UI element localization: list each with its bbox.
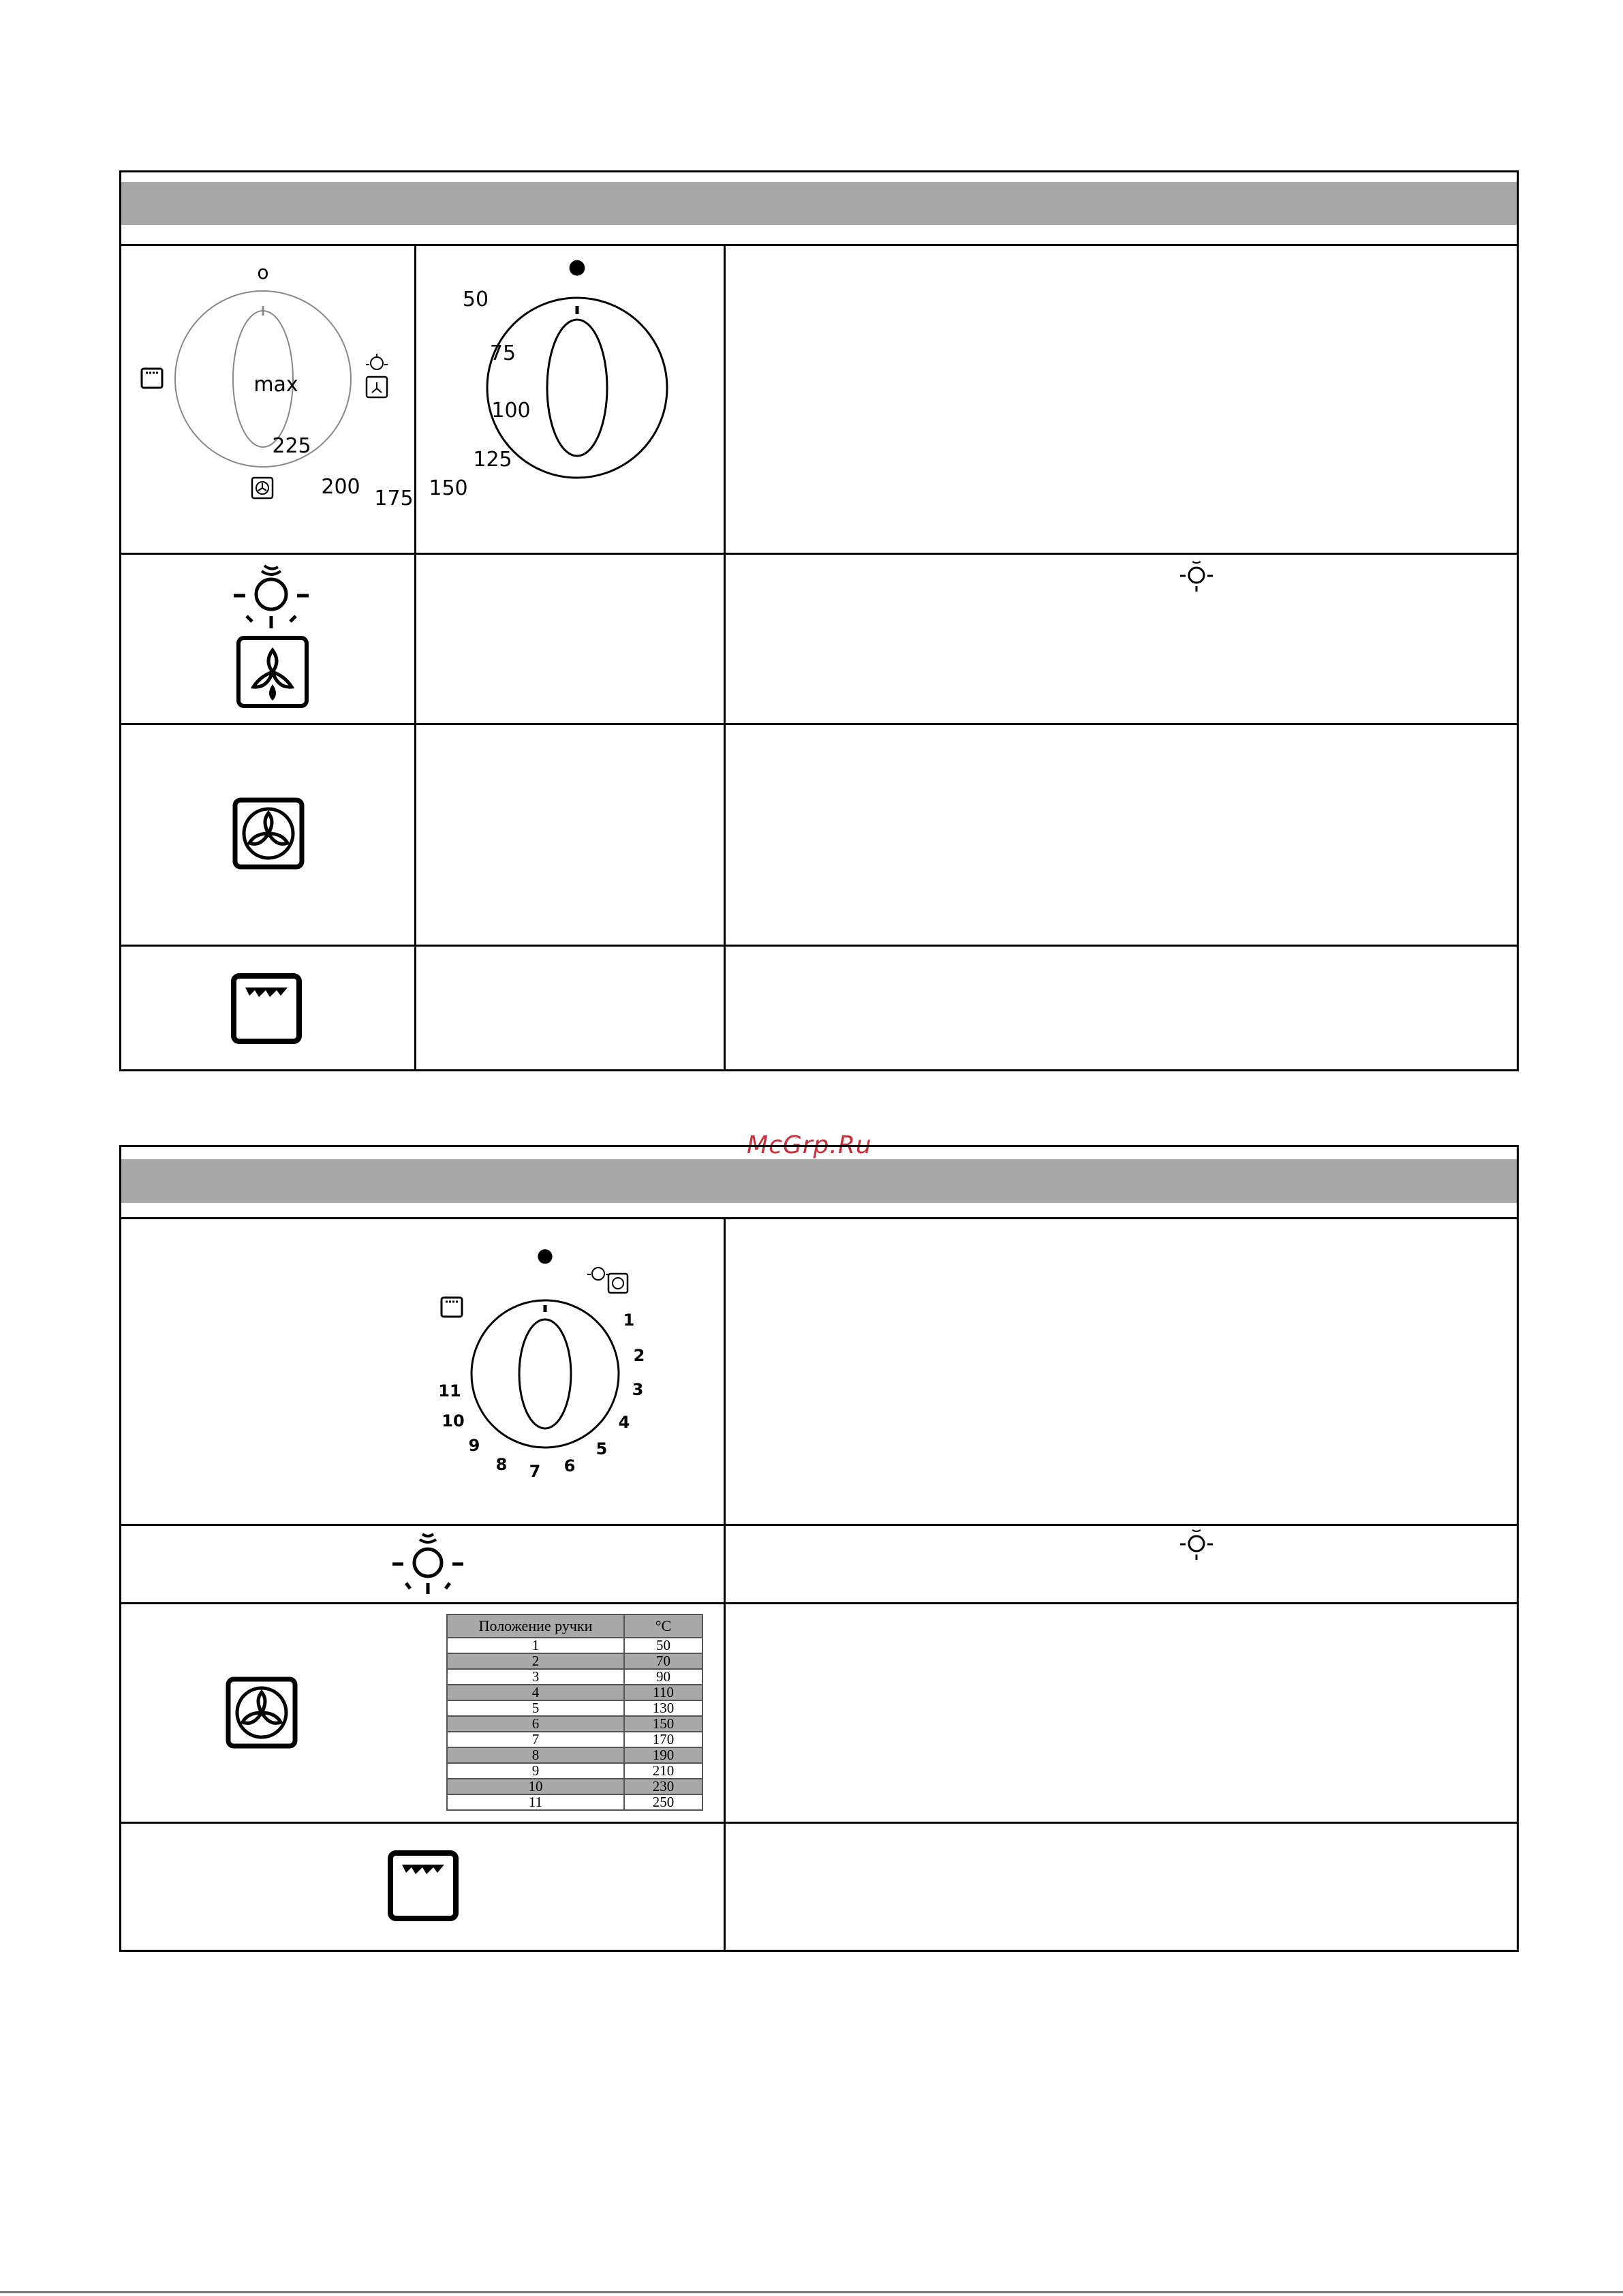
table-2-row-static [121, 1822, 1517, 1952]
power-dial-number: 1 [623, 1311, 635, 1330]
fan-defrost-icon [367, 377, 387, 397]
temp-dial-top-mark: ● [568, 255, 587, 279]
knob-temp-cell: 90 [624, 1669, 702, 1685]
mode-dial [121, 246, 414, 555]
fan-oven-icon [608, 1274, 628, 1293]
power-dial [298, 1219, 653, 1526]
knob-temp-cell: 110 [624, 1685, 702, 1700]
table-1-header [121, 182, 1517, 225]
power-dial-number: 6 [563, 1456, 576, 1475]
knob-temp-cell: 70 [624, 1653, 702, 1669]
temp-dial-label: 50 [462, 288, 489, 311]
power-dial-number: 11 [438, 1381, 461, 1400]
knob-temp-cell: 250 [624, 1794, 702, 1810]
knob-table-row [447, 1669, 702, 1685]
knob-table-row [447, 1638, 702, 1653]
knob-position-cell: 6 [447, 1716, 624, 1732]
power-dial-top-mark: ● [536, 1244, 554, 1266]
knob-table-header-position: Положение ручки [447, 1614, 624, 1638]
bulb-icon [1176, 557, 1217, 594]
power-dial-number: 4 [618, 1413, 630, 1432]
temp-dial-label: 175 [374, 487, 414, 510]
fan-oven-icon [252, 478, 273, 498]
knob-position-cell: 8 [447, 1747, 624, 1763]
knob-temp-cell: 210 [624, 1763, 702, 1779]
temp-dial-label: 75 [489, 341, 516, 365]
knob-table-row [447, 1700, 702, 1716]
table-2 [119, 1145, 1519, 1952]
knob-table-header-temp: °C [624, 1614, 702, 1638]
bulb-icon [230, 560, 312, 635]
knob-position-cell: 3 [447, 1669, 624, 1685]
knob-table-row [447, 1653, 702, 1669]
knob-temp-cell: 130 [624, 1700, 702, 1716]
table-1-row-dials [121, 244, 1517, 555]
knob-temp-cell: 190 [624, 1747, 702, 1763]
power-dial-number: 9 [468, 1436, 480, 1455]
power-dial-number: 10 [442, 1411, 465, 1430]
knob-temp-cell: 170 [624, 1732, 702, 1747]
knob-table-row [447, 1716, 702, 1732]
knob-position-cell: 10 [447, 1779, 624, 1794]
temp-dial-label: 200 [321, 475, 360, 499]
knob-table-row [447, 1794, 702, 1810]
knob-table-row [447, 1779, 702, 1794]
power-dial-number: 5 [596, 1439, 608, 1458]
bottom-rule [0, 2291, 1623, 2293]
bulb-icon [387, 1530, 469, 1598]
temp-dial-label: max [253, 373, 298, 397]
knob-position-cell: 11 [447, 1794, 624, 1810]
knob-table-row [447, 1685, 702, 1700]
bulb-icon [1176, 1526, 1217, 1563]
temp-dial-label: 225 [272, 434, 311, 458]
temp-dial-label: 150 [429, 476, 468, 500]
static-oven-icon [142, 369, 162, 388]
table-1-row-static [121, 945, 1517, 1071]
table-2-row-dial [121, 1217, 1517, 1526]
bulb-icon [587, 1268, 609, 1280]
knob-temp-cell: 50 [624, 1638, 702, 1653]
power-dial-number: 7 [529, 1462, 541, 1481]
mode-dial-top-mark: o [257, 261, 269, 284]
power-dial-number: 2 [633, 1346, 645, 1365]
temp-dial-label: 100 [491, 399, 531, 423]
table-2-row-fan [121, 1602, 1517, 1824]
knob-position-table [446, 1614, 703, 1811]
table-1 [119, 170, 1519, 1071]
fan-oven-icon [225, 1676, 300, 1751]
temperature-dial [253, 246, 724, 555]
knob-position-cell: 7 [447, 1732, 624, 1747]
table-2-row-bulb [121, 1524, 1517, 1604]
temp-dial-label: 125 [473, 448, 512, 472]
knob-table-row [447, 1763, 702, 1779]
knob-temp-cell: 230 [624, 1779, 702, 1794]
static-oven-icon [387, 1850, 462, 1925]
knob-table-row [447, 1732, 702, 1747]
fan-defrost-icon [236, 635, 311, 714]
table-1-row-bulb [121, 553, 1517, 725]
static-oven-icon [442, 1298, 462, 1317]
power-dial-number: 3 [632, 1380, 644, 1399]
power-dial-number: 8 [495, 1455, 508, 1474]
knob-table-row [447, 1747, 702, 1763]
knob-position-cell: 9 [447, 1763, 624, 1779]
bulb-icon [366, 354, 388, 369]
static-oven-icon [230, 973, 305, 1047]
knob-position-cell: 5 [447, 1700, 624, 1716]
table-2-header [121, 1159, 1517, 1203]
fan-oven-icon [232, 797, 307, 872]
watermark: McGrp.Ru [747, 1131, 872, 1159]
knob-position-cell: 2 [447, 1653, 624, 1669]
knob-position-cell: 4 [447, 1685, 624, 1700]
table-1-row-fan [121, 723, 1517, 947]
knob-temp-cell: 150 [624, 1716, 702, 1732]
knob-position-cell: 1 [447, 1638, 624, 1653]
